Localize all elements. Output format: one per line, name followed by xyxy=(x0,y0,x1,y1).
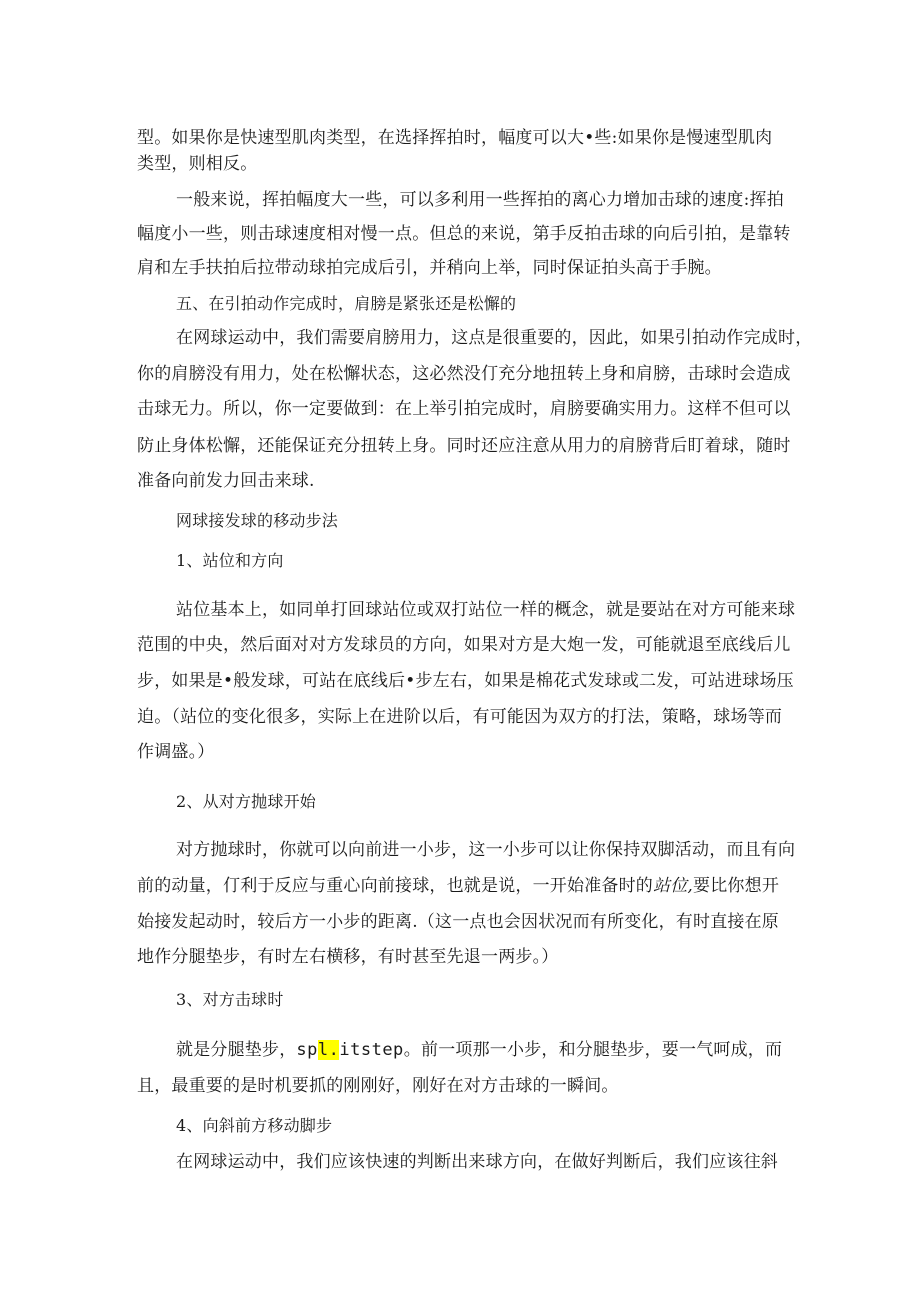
paragraph-line: 站位基本上，如同单打回球站位或双打站位一样的概念，就是要站在对方可能来球 xyxy=(176,600,796,620)
paragraph-line: 迫。（站位的变化很多，实际上在进阶以后，有可能因为双方的打法，策略，球场等而 xyxy=(137,707,783,727)
paragraph-line: 型。如果你是快速型肌肉类型，在选择挥拍时，幅度可以大•些:如果你是慢速型肌肉 xyxy=(137,128,773,148)
paragraph-line: 肩和左手扶拍后拉带动球拍完成后引，并稍向上举，同时保证拍头高于手腕。 xyxy=(137,258,722,278)
paragraph-line: 范围的中央，然后面对对方发球员的方向，如果对方是大炮一发，可能就退至底线后儿 xyxy=(137,635,791,655)
paragraph-line: 防止身体松懈，还能保证充分扭转上身。同时还应注意从用力的肩膀背后盯着球，随时 xyxy=(137,436,791,456)
paragraph-line: 幅度小一些，则击球速度相对慢一点。但总的来说，第手反拍击球的向后引拍，是靠转 xyxy=(137,224,791,244)
subsection-heading: 1、站位和方向 xyxy=(176,551,284,570)
paragraph-line xyxy=(176,1038,782,1062)
paragraph-line xyxy=(137,874,779,898)
highlighted-text: l. xyxy=(317,1040,340,1060)
paragraph-line: 类型，则相反。 xyxy=(137,154,258,174)
subsection-heading: 3、对方击球时 xyxy=(176,990,284,1009)
italic-text: 站位, xyxy=(653,876,694,896)
paragraph-line: 在网球运动中，我们需要肩膀用力，这点是很重要的，因此，如果引拍动作完成时， xyxy=(176,328,813,348)
paragraph-line: 步，如果是•般发球，可站在底线后•步左右，如果是棉花式发球或二发，可站进球场压 xyxy=(137,671,794,691)
term-text: itstep xyxy=(339,1040,404,1060)
text-run: 要比你想开 xyxy=(693,876,780,896)
paragraph-line: 作调盛。） xyxy=(137,742,215,762)
text-run: 。前一项那一小步，和分腿垫步，要一气呵成，而 xyxy=(403,1040,783,1060)
paragraph-line: 在网球运动中，我们应该快速的判断出来球方向，在做好判断后，我们应该往斜 xyxy=(176,1152,778,1172)
section-heading: 五、在引拍动作完成时，肩膀是紧张还是松懈的 xyxy=(176,294,517,313)
subsection-heading: 2、从对方抛球开始 xyxy=(176,792,316,811)
paragraph-line: 准备向前发力回击来球. xyxy=(137,471,315,491)
paragraph-line: 始接发起动时，较后方一小步的距离.（这一点也会因状况而有所变化，有时直接在原 xyxy=(137,912,780,932)
section-title: 网球接发球的移动步法 xyxy=(176,511,339,530)
paragraph-line: 对方抛球时，你就可以向前进一小步，这一小步可以让你保持双脚活动，而且有向 xyxy=(176,840,796,860)
term-text: sp xyxy=(296,1040,318,1060)
paragraph-line: 且，最重要的是时机要抓的刚刚好，刚好在对方击球的一瞬间。 xyxy=(137,1076,619,1096)
paragraph-line: 你的肩膀没有用力，处在松懈状态，这必然没仃充分地扭转上身和肩膀，击球时会造成 xyxy=(137,364,791,384)
text-run: 就是分腿垫步， xyxy=(176,1040,297,1060)
paragraph-line: 击球无力。所以，你一定要做到：在上举引拍完成时，肩膀要确实用力。这样不但可以 xyxy=(137,399,791,419)
subsection-heading: 4、向斜前方移动脚步 xyxy=(176,1116,333,1135)
paragraph-line: 地作分腿垫步，有时左右横移，有时甚至先退一两步。） xyxy=(137,947,559,967)
paragraph-line: 一般来说，挥拍幅度大一些，可以多利用一些挥拍的离心力增加击球的速度:挥拍 xyxy=(176,190,784,210)
text-run: 前的动量，仃利于反应与重心向前接球，也就是说，一开始准备时的 xyxy=(137,876,653,896)
